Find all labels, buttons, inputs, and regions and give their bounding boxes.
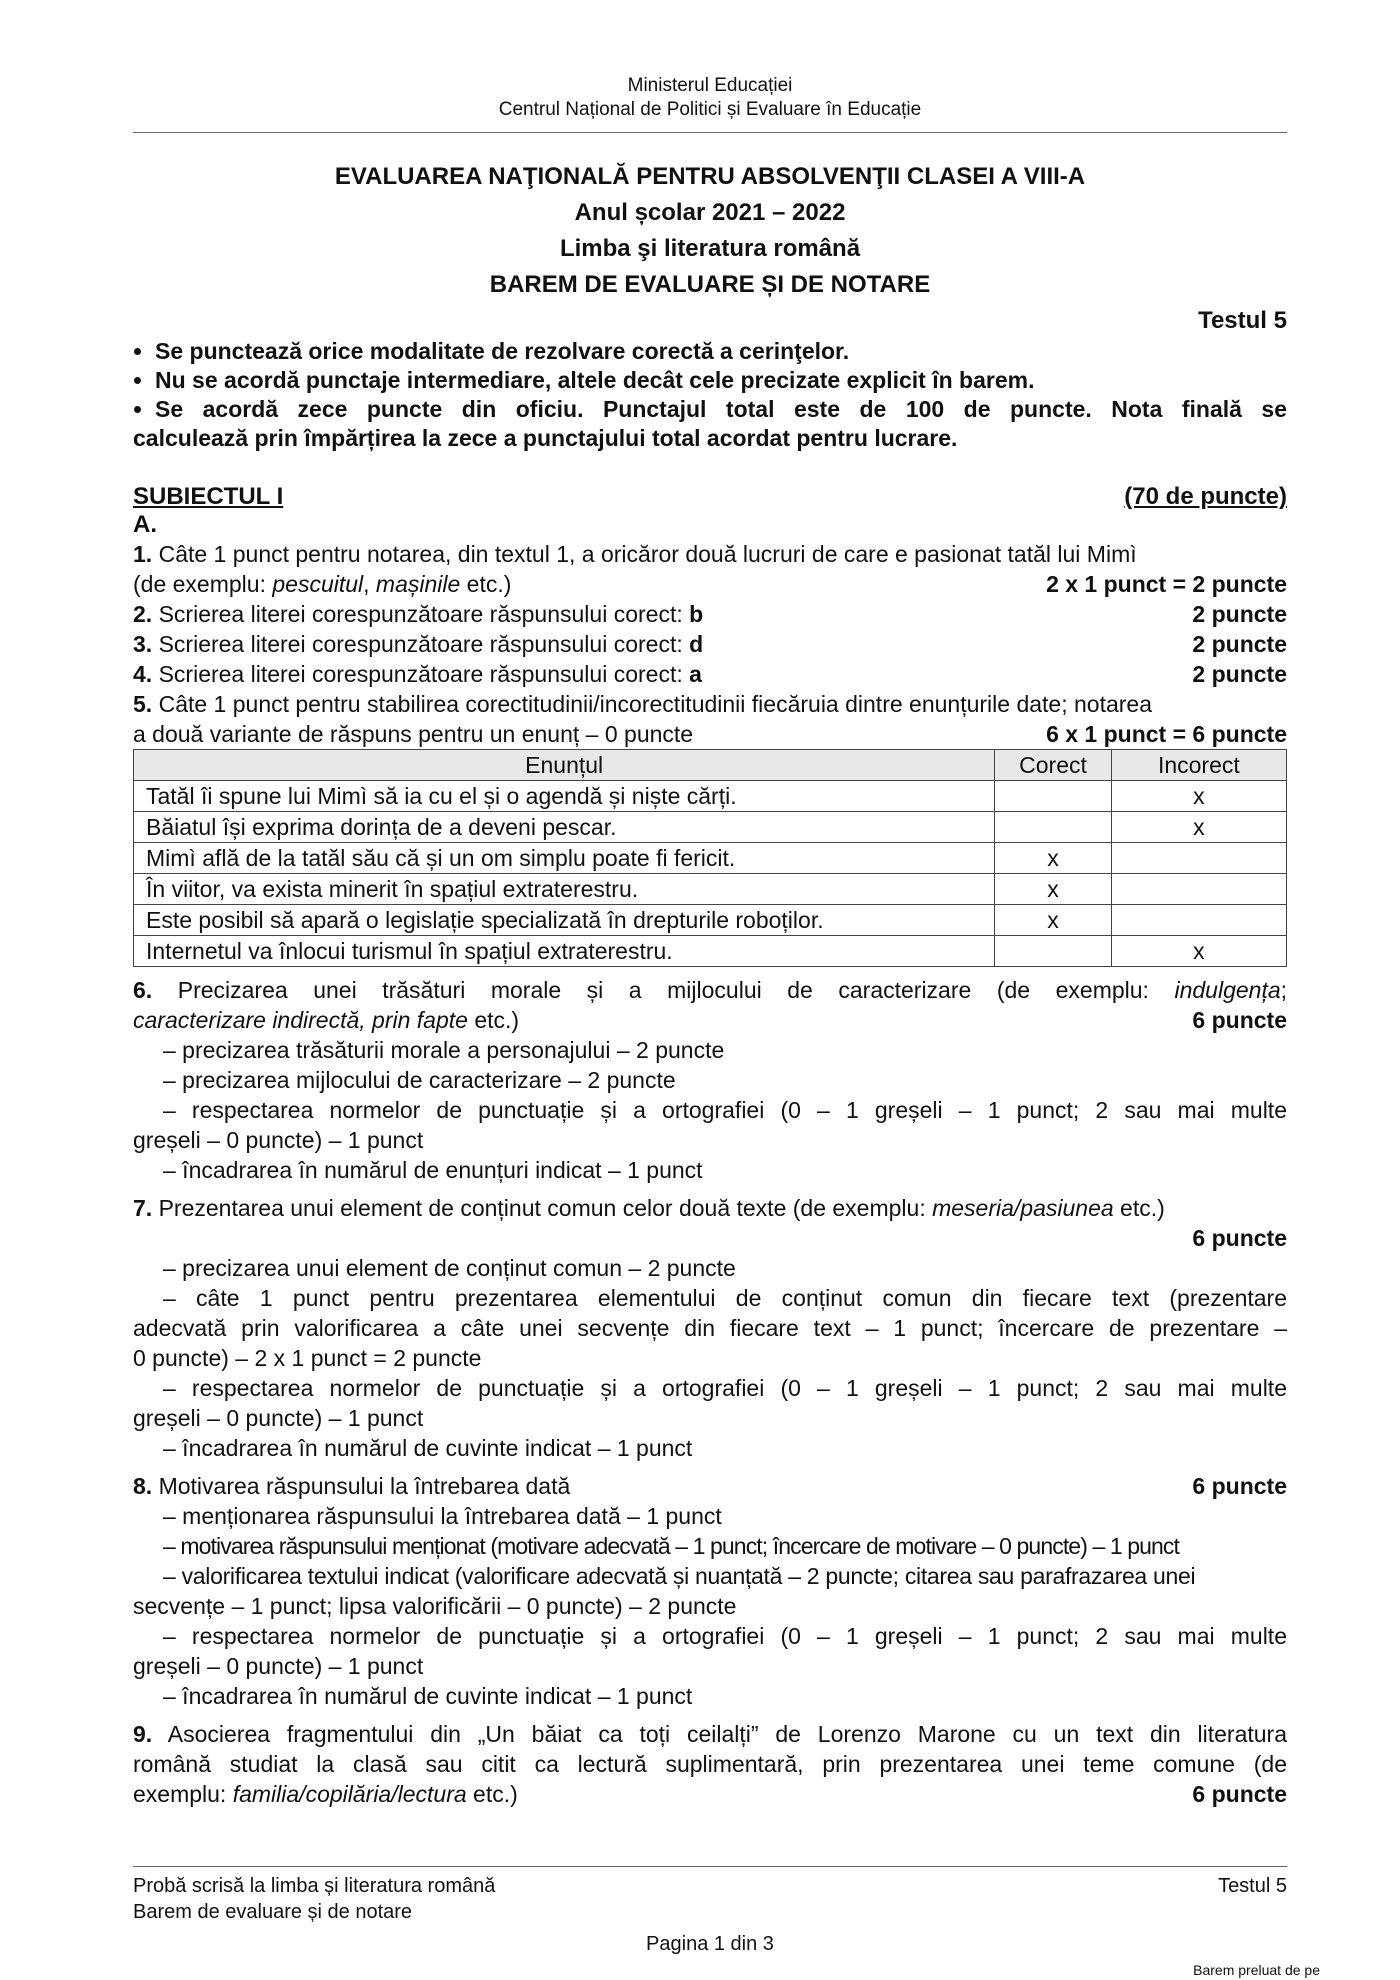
example-term: meseria/pasiunea — [932, 1195, 1114, 1221]
example-separator: ; — [1280, 977, 1288, 1003]
incorrect-cell — [1111, 874, 1286, 905]
question-1 — [133, 539, 1287, 569]
question-number: 7. — [133, 1195, 153, 1221]
example-term: mașinile — [375, 571, 461, 597]
criterion-item: – încadrarea în numărul de cuvinte indicat – 1 punct — [163, 1435, 693, 1461]
example-prefix: exemplu: — [133, 1781, 233, 1807]
question-7 — [133, 1193, 1287, 1223]
example-prefix: (de exemplu: — [133, 571, 273, 597]
page-header — [133, 74, 1287, 122]
question-score: 6 puncte — [1192, 1007, 1287, 1033]
section-name: SUBIECTUL I — [133, 483, 284, 510]
example-separator: , — [363, 571, 376, 597]
section-heading — [133, 483, 1287, 511]
question-text: Scrierea literei corespunzătoare răspunsului corect: — [158, 661, 690, 687]
example-term: caracterizare indirectă, prin fapte — [133, 1007, 468, 1033]
criterion-item: – motivarea răspunsului menționat (motivare adecvată – 1 punct; încercare de motivare – 0 puncte) – 1 punct — [163, 1533, 1179, 1559]
table-row — [134, 812, 1287, 843]
document-title — [133, 159, 1287, 303]
criterion-item: – valorificarea textului indicat (valorificare adecvată și nuanțată – 2 puncte; citarea sau parafrazarea unei — [163, 1563, 1196, 1589]
footer-doc-type: Barem de evaluare și de notare — [133, 1901, 413, 1923]
question-5 — [133, 689, 1287, 719]
question-number: 5. — [133, 691, 153, 717]
question-score: 2 x 1 punct = 2 puncte — [1046, 571, 1287, 597]
center-name: Centrul Național de Politici și Evaluare în Educație — [498, 99, 922, 120]
footer-exam-name: Probă scrisă la limba și literatura română — [133, 1875, 496, 1897]
title-line-subject: Limba şi literatura română — [559, 235, 861, 262]
footer-test-number: Testul 5 — [1218, 1875, 1287, 1897]
criterion-item: – precizarea mijlocului de caracterizare – 2 puncte — [163, 1067, 676, 1093]
correct-cell — [995, 936, 1111, 967]
general-rules — [133, 337, 1287, 453]
question-4 — [133, 659, 1287, 689]
incorrect-cell: x — [1111, 936, 1286, 967]
question-text: Precizarea unei trăsături morale și a mijlocului de caracterizare (de exemplu: — [177, 977, 1175, 1003]
question-number: 4. — [133, 661, 153, 687]
table-row — [134, 843, 1287, 874]
statement-cell: Internetul va înlocui turismul în spațiul extraterestru. — [134, 936, 995, 967]
example-term: pescuitul — [272, 571, 364, 597]
criterion-item: – precizarea trăsăturii morale a personajului – 2 puncte — [163, 1037, 725, 1063]
question-text: Asocierea fragmentului din „Un băiat ca toți ceilalți” de Lorenzo Marone cu un text din literatura — [167, 1721, 1287, 1747]
correct-cell — [995, 812, 1111, 843]
question-number: 9. — [133, 1721, 153, 1747]
criterion-item-continuation: greșeli – 0 puncte) – 1 punct — [133, 1405, 424, 1431]
criterion-item-continuation: greșeli – 0 puncte) – 1 punct — [133, 1653, 424, 1679]
section-points: (70 de puncte) — [1124, 483, 1287, 510]
question-score: 2 puncte — [1192, 631, 1287, 657]
incorrect-cell — [1111, 905, 1286, 936]
page-footer — [133, 1866, 1287, 1957]
question-score: 6 puncte — [1192, 1225, 1287, 1251]
header-divider — [133, 132, 1287, 133]
table-row — [134, 781, 1287, 812]
correct-cell — [995, 781, 1111, 812]
column-header: Incorect — [1111, 750, 1286, 781]
criterion-item: – respectarea normelor de punctuație și a ortografiei (0 – 1 greșeli – 1 punct; 2 sau mai multe — [163, 1623, 1287, 1649]
column-header: Enunțul — [134, 750, 995, 781]
section-part: A. — [133, 511, 157, 538]
table-row — [134, 936, 1287, 967]
criterion-item: – încadrarea în numărul de cuvinte indicat – 1 punct — [163, 1683, 693, 1709]
answer-letter: a — [689, 661, 702, 687]
statements-table — [133, 749, 1287, 967]
question-1-example — [133, 569, 1287, 599]
correct-cell: x — [995, 874, 1111, 905]
rule-item: • Nu se acordă punctaje intermediare, altele decât cele precizate explicit în barem. — [155, 366, 1287, 395]
question-5-continuation — [133, 719, 1287, 749]
question-text: Scrierea literei corespunzătoare răspunsului corect: — [158, 601, 690, 627]
question-score: 2 puncte — [1192, 661, 1287, 687]
question-score: 6 puncte — [1192, 1781, 1287, 1807]
rule-item-continuation: calculează prin împărțirea la zece a punctajului total acordat pentru lucrare. — [133, 425, 958, 451]
footer-divider — [133, 1866, 1287, 1867]
example-suffix: etc.) — [467, 1007, 520, 1033]
question-8 — [133, 1471, 1287, 1501]
question-number: 3. — [133, 631, 153, 657]
title-line-exam: EVALUAREA NAŢIONALĂ PENTRU ABSOLVENŢII CLASEI A VIII-A — [334, 163, 1086, 190]
table-header-row — [134, 750, 1287, 781]
source-note: Barem preluat de pe — [1193, 1962, 1320, 1978]
criterion-item: – menționarea răspunsului la întrebarea dată – 1 punct — [163, 1503, 722, 1529]
incorrect-cell — [1111, 843, 1286, 874]
example-suffix: etc.) — [460, 571, 512, 597]
example-suffix: etc.) — [466, 1781, 518, 1807]
title-line-year: Anul școlar 2021 – 2022 — [574, 199, 846, 226]
question-6 — [133, 975, 1287, 1005]
question-score: 2 puncte — [1192, 601, 1287, 627]
statement-cell: Tatăl îi spune lui Mimì să ia cu el și o agendă și niște cărți. — [134, 781, 995, 812]
question-6-continuation — [133, 1005, 1287, 1035]
criterion-item-continuation: 0 puncte) – 2 x 1 punct = 2 puncte — [133, 1345, 482, 1371]
criterion-item: – precizarea unui element de conținut comun – 2 puncte — [163, 1255, 736, 1281]
question-text: Motivarea răspunsului la întrebarea dată — [158, 1473, 571, 1499]
criterion-item-continuation: secvențe – 1 punct; lipsa valorificării – 0 puncte) – 2 puncte — [133, 1593, 737, 1619]
column-header: Corect — [995, 750, 1111, 781]
question-number: 2. — [133, 601, 153, 627]
correct-cell: x — [995, 905, 1111, 936]
question-text: a două variante de răspuns pentru un enunț – 0 puncte — [133, 721, 694, 747]
criterion-item-continuation: greșeli – 0 puncte) – 1 punct — [133, 1127, 424, 1153]
question-score: 6 puncte — [1192, 1473, 1287, 1499]
test-number: Testul 5 — [1198, 307, 1287, 334]
question-text: Prezentarea unui element de conținut comun celor două texte (de exemplu: — [158, 1195, 933, 1221]
incorrect-cell: x — [1111, 812, 1286, 843]
title-line-barem: BAREM DE EVALUARE ȘI DE NOTARE — [489, 271, 931, 298]
question-2 — [133, 599, 1287, 629]
question-text: Câte 1 punct pentru notarea, din textul 1, a oricăror două lucruri de care e pasionat tatăl lui Mimì — [158, 541, 1137, 567]
correct-cell: x — [995, 843, 1111, 874]
question-9-continuation: română studiat la clasă sau citit ca lectură suplimentară, prin prezentarea unei teme comune (de — [133, 1751, 1287, 1777]
document-page — [133, 0, 1287, 1809]
criterion-item: – respectarea normelor de punctuație și a ortografiei (0 – 1 greșeli – 1 punct; 2 sau mai multe — [163, 1097, 1287, 1123]
statement-cell: Este posibil să apară o legislație specializată în drepturile roboților. — [134, 905, 995, 936]
question-number: 8. — [133, 1473, 153, 1499]
question-score: 6 x 1 punct = 6 puncte — [1046, 721, 1287, 747]
criterion-item-continuation: adecvată prin valorificarea a câte unei secvențe din fiecare text – 1 punct; încercare de prezentare – — [133, 1315, 1287, 1341]
rule-item: • Se punctează orice modalitate de rezolvare corectă a cerinţelor. — [155, 337, 1287, 366]
example-suffix: etc.) — [1113, 1195, 1165, 1221]
statement-cell: Mimì află de la tatăl său că și un om simplu poate fi fericit. — [134, 843, 995, 874]
question-text: Câte 1 punct pentru stabilirea corectitudinii/incorectitudinii fiecăruia dintre enunțurile date; notarea — [158, 691, 1152, 717]
criterion-item: – încadrarea în numărul de enunțuri indicat – 1 punct — [163, 1157, 703, 1183]
example-term: familia/copilăria/lectura — [232, 1781, 467, 1807]
question-3 — [133, 629, 1287, 659]
incorrect-cell: x — [1111, 781, 1286, 812]
question-9 — [133, 1719, 1287, 1749]
statement-cell: Băiatul își exprima dorința de a deveni pescar. — [134, 812, 995, 843]
rule-item: • Se acordă zece puncte din oficiu. Punctajul total este de 100 de puncte. Nota finală se — [155, 395, 1287, 424]
statement-cell: În viitor, va exista minerit în spațiul extraterestru. — [134, 874, 995, 905]
table-row — [134, 874, 1287, 905]
answer-letter: b — [689, 601, 704, 627]
criterion-item: – câte 1 punct pentru prezentarea elementului de conținut comun din fiecare text (prezentare — [163, 1285, 1287, 1311]
criterion-item: – respectarea normelor de punctuație și a ortografiei (0 – 1 greșeli – 1 punct; 2 sau mai multe — [163, 1375, 1287, 1401]
question-number: 6. — [133, 977, 153, 1003]
table-row — [134, 905, 1287, 936]
question-9-example — [133, 1779, 1287, 1809]
page-number: Pagina 1 din 3 — [646, 1933, 774, 1955]
example-term: indulgența — [1174, 977, 1281, 1003]
ministry-name: Ministerul Educației — [627, 75, 793, 96]
answer-letter: d — [689, 631, 704, 657]
question-number: 1. — [133, 541, 153, 567]
question-text: Scrierea literei corespunzătoare răspunsului corect: — [158, 631, 690, 657]
